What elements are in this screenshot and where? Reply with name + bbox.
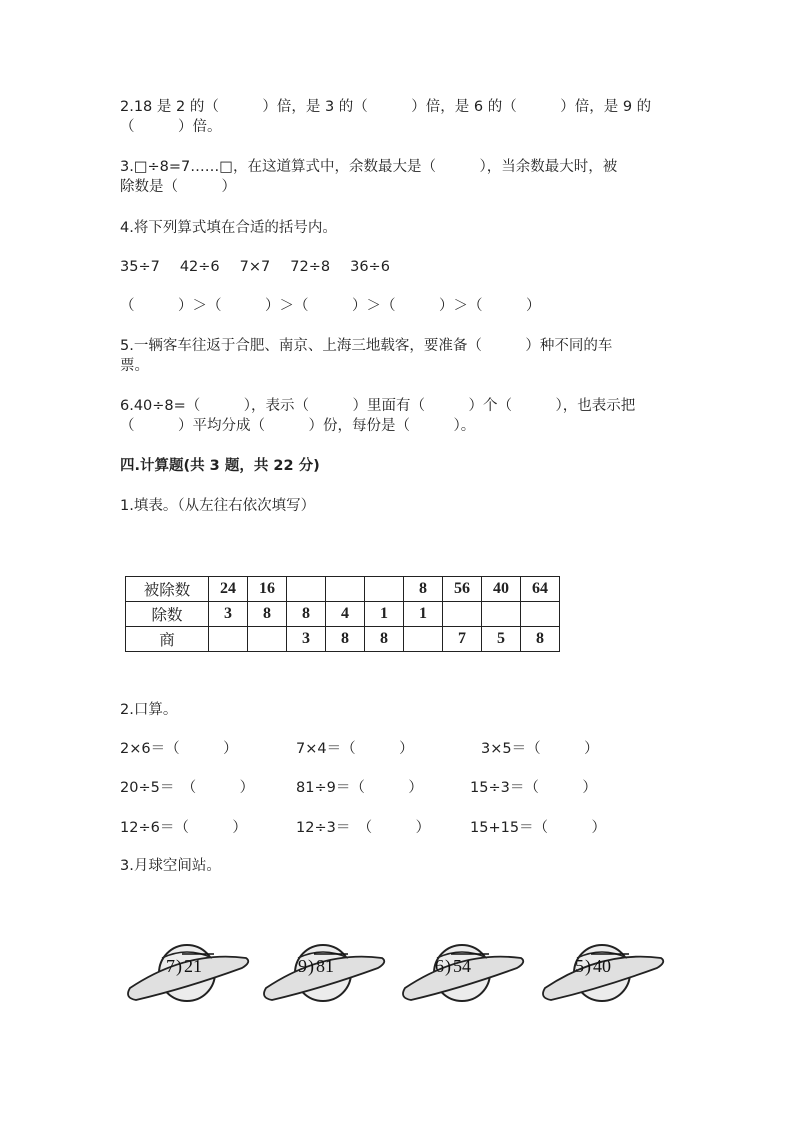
table-cell: 7 <box>443 627 482 652</box>
q6-line1: 6.40÷8=（ ），表示（ ）里面有（ ）个（ ），也表示把 <box>120 398 636 414</box>
table-cell: 8 <box>521 627 560 652</box>
divisor-text: 6 <box>435 956 444 976</box>
dividend-text: 81 <box>316 956 334 976</box>
row-label: 除数 <box>126 602 209 627</box>
q5-line2: 票。 <box>120 358 149 374</box>
table-cell <box>365 577 404 602</box>
oral-item: 12÷3＝ （ ） <box>296 820 431 836</box>
table-row <box>126 627 560 652</box>
table-cell <box>287 577 326 602</box>
planet-9 <box>258 940 388 1005</box>
oral-item: 3×5＝（ ） <box>481 741 599 757</box>
table-cell: 4 <box>326 602 365 627</box>
table-cell: 8 <box>287 602 326 627</box>
table-cell <box>443 602 482 627</box>
dividend-text: 40 <box>593 956 611 976</box>
division-table <box>125 576 560 652</box>
table-cell: 16 <box>248 577 287 602</box>
table-cell: 24 <box>209 577 248 602</box>
q4-expr: 7×7 <box>239 259 271 275</box>
oral-item: 2×6＝（ ） <box>120 741 238 757</box>
q5-line1: 5.一辆客车往返于合肥、南京、上海三地载客，要准备（ ）种不同的车 <box>120 338 613 354</box>
table-cell: 56 <box>443 577 482 602</box>
svg-text:): ) <box>585 956 591 976</box>
table-row <box>126 602 560 627</box>
q3-line1: 3.□÷8=7……□，在这道算式中，余数最大是（ ），当余数最大时，被 <box>120 159 618 175</box>
dividend-text: 54 <box>453 956 471 976</box>
oral-item: 12÷6＝（ ） <box>120 820 247 836</box>
table-cell <box>482 602 521 627</box>
row-label: 商 <box>126 627 209 652</box>
table-cell: 3 <box>209 602 248 627</box>
table-row <box>126 577 560 602</box>
svg-text:): ) <box>445 956 451 976</box>
planet-7 <box>122 940 252 1005</box>
svg-text:): ) <box>176 956 182 976</box>
table-cell <box>404 627 443 652</box>
table-cell <box>209 627 248 652</box>
row-label: 被除数 <box>126 577 209 602</box>
table-cell: 5 <box>482 627 521 652</box>
calc3-title: 3.月球空间站。 <box>120 858 221 874</box>
section-heading: 四.计算题(共 3 题，共 22 分) <box>120 458 320 474</box>
oral-item: 7×4＝（ ） <box>296 741 414 757</box>
table-cell: 40 <box>482 577 521 602</box>
q4-title: 4.将下列算式填在合适的括号内。 <box>120 220 337 236</box>
table-cell: 8 <box>365 627 404 652</box>
table-cell: 3 <box>287 627 326 652</box>
table-cell: 64 <box>521 577 560 602</box>
calc1-title: 1.填表。（从左往右依次填写） <box>120 498 316 514</box>
table-cell <box>521 602 560 627</box>
divisor-text: 5 <box>575 956 584 976</box>
oral-item: 81÷9＝（ ） <box>296 780 423 796</box>
q3-line2: 除数是（ ） <box>120 179 236 195</box>
table-cell <box>326 577 365 602</box>
svg-text:): ) <box>308 956 314 976</box>
q2-line1: 2.18 是 2 的（ ）倍，是 3 的（ ）倍，是 6 的（ ）倍，是 9 的 <box>120 99 652 115</box>
dividend-text: 21 <box>184 956 202 976</box>
q4-expr: 36÷6 <box>350 259 390 275</box>
planet-6 <box>397 940 527 1005</box>
q4-compare: （ ）＞（ ）＞（ ）＞（ ）＞（ ） <box>120 298 541 314</box>
q4-expr: 72÷8 <box>290 259 331 275</box>
q6-line2: （ ）平均分成（ ）份，每份是（ ）。 <box>120 418 476 434</box>
oral-item: 15÷3＝（ ） <box>470 780 597 796</box>
table-cell: 8 <box>248 602 287 627</box>
q4-expr: 42÷6 <box>179 259 220 275</box>
q2-line2: （ ）倍。 <box>120 119 222 135</box>
q4-expressions <box>120 257 390 277</box>
calc2-title: 2.口算。 <box>120 702 178 718</box>
q4-expr: 35÷7 <box>120 259 160 275</box>
planet-5 <box>537 940 667 1005</box>
table-cell <box>248 627 287 652</box>
oral-item: 15+15＝（ ） <box>470 820 607 836</box>
divisor-text: 9 <box>298 956 307 976</box>
table-cell: 8 <box>326 627 365 652</box>
oral-item: 20÷5＝ （ ） <box>120 780 255 796</box>
divisor-text: 7 <box>166 956 175 976</box>
table-cell: 1 <box>404 602 443 627</box>
table-cell: 8 <box>404 577 443 602</box>
table-cell: 1 <box>365 602 404 627</box>
